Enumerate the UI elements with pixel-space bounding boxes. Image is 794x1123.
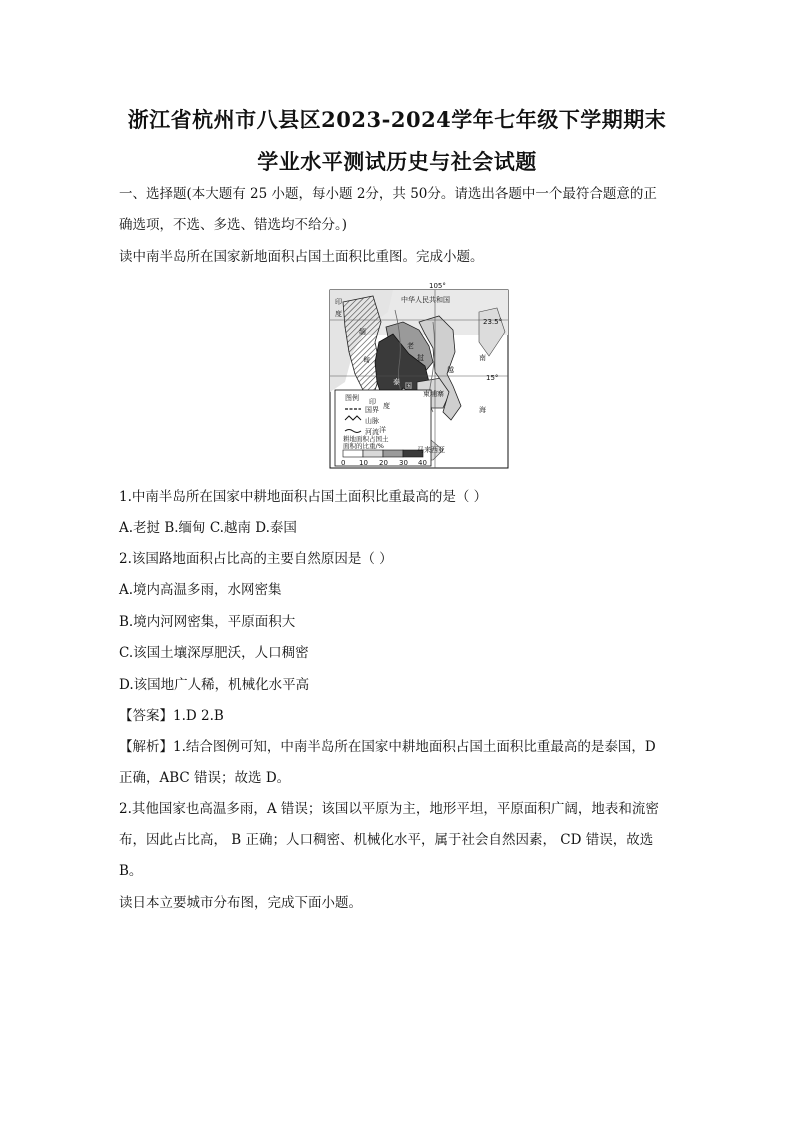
map-label-india-2: 度 <box>335 310 342 318</box>
legend-item-mountain: 山脉 <box>365 417 379 425</box>
legend-scale-10: 10 <box>359 459 368 467</box>
question-2-option-c: C.该国土壤深厚肥沃，人口稠密 <box>119 645 309 661</box>
indochina-map <box>283 282 515 470</box>
map-label-laos-1: 老 <box>407 342 414 350</box>
question-1-options: A.老挝 B.缅甸 C.越南 D.泰国 <box>119 520 297 536</box>
map-label-malaysia: 马来西亚 <box>417 446 445 454</box>
map-graphic <box>283 282 515 470</box>
legend-title: 图例 <box>345 394 359 402</box>
map-label-india-1: 印 <box>335 298 342 306</box>
legend-scale-30: 30 <box>399 459 408 467</box>
legend-scale-0: 0 <box>341 459 346 467</box>
intro-text-2: 读日本立要城市分布图，完成下面小题。 <box>119 895 362 911</box>
analysis-line-2: 正确，ABC 错误；故选 D。 <box>119 770 291 786</box>
question-2-option-a: A.境内高温多雨，水网密集 <box>119 582 282 598</box>
page-title: 浙江省杭州市八县区2023-2024学年七年级下学期期末 <box>127 107 667 132</box>
map-label-cambodia: 柬埔寨 <box>423 390 444 398</box>
map-lat-label-2: 15° <box>486 374 499 382</box>
answer-line: 【答案】1.D 2.B <box>119 708 224 724</box>
section-header-cont: 确选项，不选、多选、错选均不给分。) <box>119 217 348 233</box>
analysis-line-1: 【解析】1.结合图例可知，中南半岛所在国家中耕地面积占国土面积比重最高的是泰国，D <box>119 739 656 755</box>
map-label-laos-2: 挝 <box>417 354 424 362</box>
map-label-thailand-2: 国 <box>405 382 412 390</box>
analysis-line-3: 2.其他国家也高温多雨，A 错误；该国以平原为主，地形平坦，平原面积广阔，地表和流密 <box>119 801 659 817</box>
legend-scale-20: 20 <box>379 459 388 467</box>
map-label-burma-1: 缅 <box>359 328 366 336</box>
question-2-option-d: D.该国地广人稀，机械化水平高 <box>119 677 310 693</box>
question-2-option-b: B.境内河网密集，平原面积大 <box>119 614 296 630</box>
map-label-vietnam: 越 <box>447 366 454 374</box>
analysis-line-5: B。 <box>119 863 143 879</box>
map-label-ocean-1: 印 <box>369 398 376 406</box>
map-lon-label: 105° <box>429 282 446 290</box>
map-lat-label-1: 23.5° <box>483 318 503 326</box>
analysis-line-4: 布，因此占比高， B 正确；人口稠密、机械化水平，属于社会自然因素， CD 错误，故选 <box>119 832 654 848</box>
legend-ratio-label-1: 耕地面积占国土 <box>343 435 389 443</box>
question-2-stem: 2.该国路地面积占比高的主要自然原因是（ ） <box>119 551 393 567</box>
question-1-stem: 1.中南半岛所在国家中耕地面积占国土面积比重最高的是（ ） <box>119 489 488 505</box>
legend-item-river: 河流 <box>365 428 379 436</box>
map-label-thailand-1: 泰 <box>393 378 400 386</box>
legend-scale-40: 40 <box>418 459 427 467</box>
map-label-sea-2: 海 <box>479 406 486 414</box>
map-label-burma-2: 甸 <box>363 356 370 364</box>
map-label-ocean-2: 度 <box>383 402 390 410</box>
map-label-sea-1: 南 <box>479 354 486 362</box>
intro-text: 读中南半岛所在国家新地面积占国土面积比重图。完成小题。 <box>119 249 484 265</box>
map-label-china: 中华人民共和国 <box>401 296 450 304</box>
legend-item-border: 国界 <box>365 406 379 414</box>
legend-ratio-label-2: 面积的比重/% <box>343 442 384 450</box>
section-header: 一、选择题(本大题有 25 小题，每小题 2分，共 50分。请选出各题中一个最符合题意的正 <box>119 186 657 202</box>
map-label-ocean-3: 洋 <box>379 426 386 434</box>
page-subtitle: 学业水平测试历史与社会试题 <box>257 149 537 174</box>
